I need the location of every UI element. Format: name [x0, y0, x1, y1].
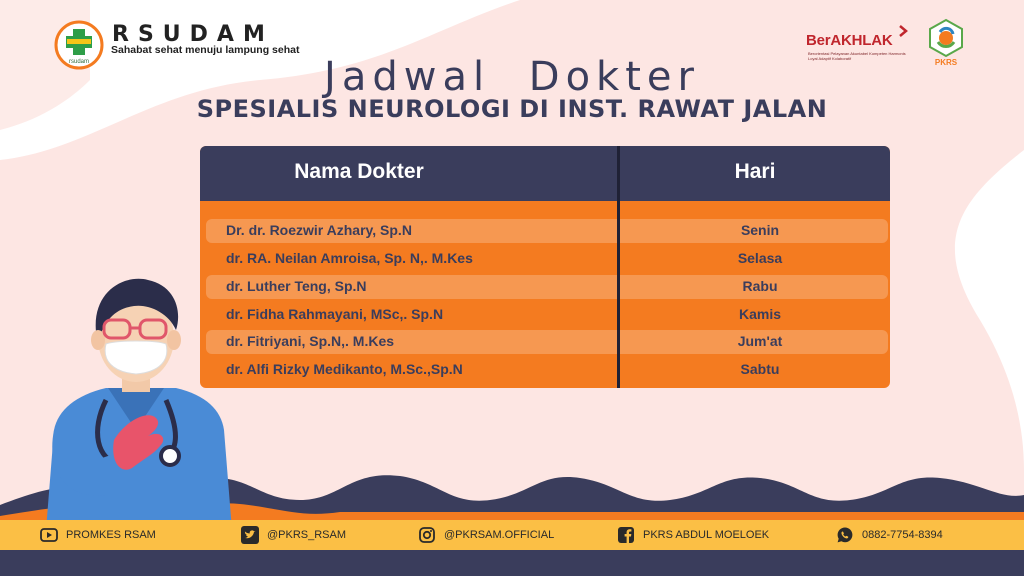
column-header-day: Hari	[734, 160, 776, 183]
doctor-ear	[167, 330, 181, 350]
social-twitter[interactable]	[241, 526, 346, 544]
schedule-day: Jum'at	[737, 333, 783, 349]
doctor-name: dr. Fidha Rahmayani, MSc,. Sp.N	[226, 306, 444, 322]
social-youtube[interactable]	[40, 526, 156, 544]
pkrs-logo-text: PKRS	[934, 58, 958, 67]
org-tagline: Sahabat sehat menuju lampung sehat	[111, 44, 300, 56]
youtube-label: PROMKES RSAM	[66, 529, 156, 541]
org-name: RSUDAM	[112, 22, 274, 47]
berakhlak-subtitle: Berorientasi Pelayanan Akuntabel Kompeten Harmonis Loyal Adaptif Kolaboratif	[808, 51, 906, 61]
doctor-name: dr. Luther Teng, Sp.N	[226, 278, 367, 294]
facebook-label: PKRS ABDUL MOELOEK	[643, 529, 770, 541]
schedule-table	[200, 146, 890, 388]
twitter-icon	[241, 526, 259, 544]
whatsapp-icon	[836, 526, 854, 544]
page-title: Jadwal Dokter	[324, 54, 700, 100]
table-header	[200, 146, 890, 201]
chevron-right-icon	[898, 24, 908, 38]
doctor-name: dr. RA. Neilan Amroisa, Sp. N,. M.Kes	[226, 250, 473, 266]
column-divider	[617, 146, 620, 388]
instagram-icon	[418, 526, 436, 544]
table-row	[200, 274, 890, 300]
doctor-name: dr. Alfi Rizky Medikanto, M.Sc.,Sp.N	[226, 361, 463, 377]
schedule-day: Rabu	[742, 278, 778, 294]
table-row	[200, 218, 890, 244]
footer-base	[0, 550, 1024, 576]
page-subtitle: SPESIALIS NEUROLOGI DI INST. RAWAT JALAN	[196, 95, 828, 123]
social-whatsapp[interactable]	[836, 526, 943, 544]
schedule-day: Kamis	[738, 306, 782, 322]
social-instagram[interactable]	[418, 526, 554, 544]
table-row	[200, 302, 890, 328]
schedule-day: Sabtu	[740, 361, 780, 377]
stethoscope-chestpiece	[161, 447, 179, 465]
table-row	[200, 246, 890, 272]
table-row	[200, 357, 890, 383]
social-facebook[interactable]	[617, 526, 769, 544]
facebook-icon	[617, 526, 635, 544]
whatsapp-label: 0882-7754-8394	[862, 529, 943, 541]
instagram-label: @PKRSAM.OFFICIAL	[444, 529, 555, 541]
berakhlak-title: BerAKHLAK	[806, 32, 893, 49]
doctor-name: dr. Fitriyani, Sp.N,. M.Kes	[226, 333, 395, 349]
twitter-label: @PKRS_RSAM	[267, 529, 347, 541]
table-row	[200, 329, 890, 355]
doctor-name: Dr. dr. Roezwir Azhary, Sp.N	[226, 222, 412, 238]
rsudam-logo-text: rsudam	[68, 59, 90, 65]
youtube-icon	[40, 526, 58, 544]
schedule-day: Selasa	[737, 250, 783, 266]
schedule-day: Senin	[740, 222, 780, 238]
column-header-name: Nama Dokter	[294, 160, 424, 183]
